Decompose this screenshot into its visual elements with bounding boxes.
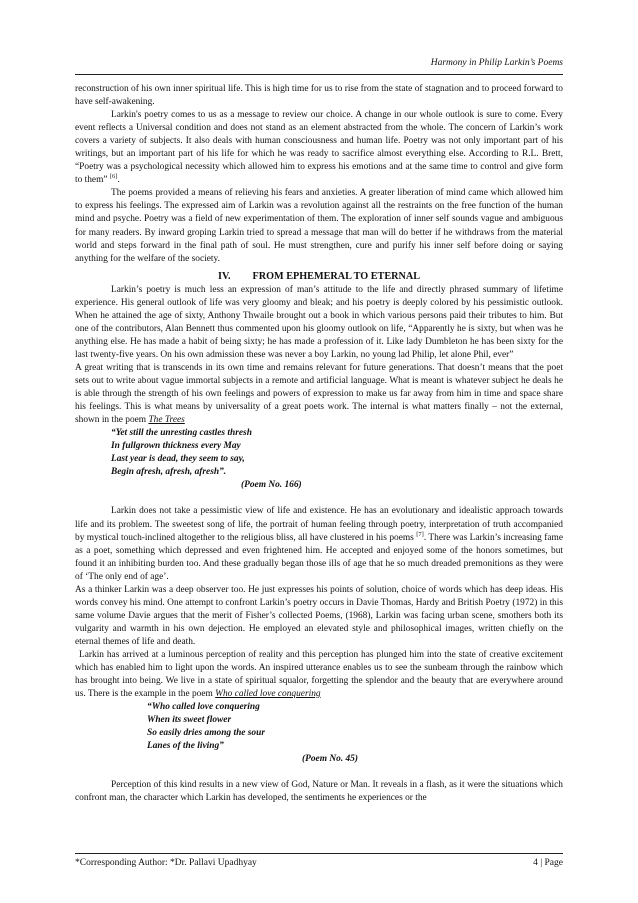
poem-who-called-love-conquering: [75, 701, 563, 766]
paragraph-2: The poems provided a means of relieving his fears and anxieties. A greater liberation of mind came which allowed him to express his feelings. The expressed aim of Larkin was a revolution against all the restraints on the free function of the human mind and psyche. Poetry was a field of new experimentation of them. The exploration of inner self sounds vague and ambiguous for many readers. By inward groping Larkin tried to spread a message that man will do better if he withdraws from the material world and steps forward in the final path of soul. He must strengthen, cure and purify his inner self before doing or saying anything for the welfare of the society.: [75, 188, 563, 264]
paragraph-7: [75, 649, 563, 701]
paragraph-1-end: .: [117, 175, 120, 186]
paragraph-8: Perception of this kind results in a new view of God, Nature or Man. It reveals in a flash, as it were the situations which confront man, the character which Larkin has developed, the sentiments he experiences or the: [75, 780, 563, 804]
corresponding-author: *Corresponding Author: *Dr. Pallavi Upadhyay: [75, 858, 257, 868]
paragraph-6: As a thinker Larkin was a deep observer too. He just expresses his points of solution, choice of words which has deep ideas. His words convey his mind. One attempt to confront Larkin’s poetry occurs in Davie Thomas, Hardy and British Poetry (1972) in this same volume Davie argues that the merit of Fisher’s collected Poems, (1968), Larkin was facing urban scene, smothers both its vulgarity and warmth in his own dejection. He employed an elevated style and philosophical images, written chiefly on the eternal themes of life and death.: [75, 584, 563, 647]
footer: [75, 858, 563, 868]
section-heading: [75, 270, 563, 283]
poem-line: Lanes of the living”: [147, 741, 224, 752]
paragraph-3: Larkin’s poetry is much less an expression of man’s attitude to the life and directly phrased summary of lifetime experience. His general outlook of life was very gloomy and bleak; and his poetry is deeply colored by his pessimistic outlook. When he attained the age of sixty, Anthony Thwaile brought out a book in which various persons paid their tributes to him. But one of the contributors, Alan Bennett thus commented upon his gloomy outlook on life, “Apparently he is sixty, but when was he anything else. He has made a habit of being sixty; he has made a profession of it. Like lady Dumbleton he has been sixty for the last twenty-five years. On his own admission these was never a boy Larkin, no young lad Philip, let alone Phil, ever”: [75, 284, 563, 360]
poem-line: Last year is dead, they seem to say,: [111, 454, 245, 465]
page-number: 4 | Page: [533, 858, 563, 868]
poem-citation: (Poem No. 166): [241, 480, 302, 491]
running-title: Harmony in Philip Larkin’s Poems: [430, 58, 563, 68]
paragraph-7-text: Larkin has arrived at a luminous perception of reality and this perception has plunged him into the state of creative excitement which has enabled him to light upon the words. An inspired utterance enables us to see the sunbeam through the rainbow which has brought into being. We live in a state of spiritual squalor, forgetting the splendor and the beauty that are everywhere around us. There is the example in the poem: [75, 649, 563, 700]
poem-line: When its sweet flower: [147, 715, 232, 726]
paragraph-5-text-a: Larkin does not take a pessimistic view of life and existence. He has an evolutionary and idealistic approach towards life and its problem. The sweetest song of life, the portrait of human feeling through poetry, interpretation of truth accompanied by mystical touch-inclined altogether to the religious bliss, all have clustered in his poems: [75, 506, 563, 543]
paragraph-1: [75, 109, 563, 187]
paragraph-4: [75, 362, 563, 427]
spacer: [75, 766, 563, 779]
paragraph-4-text: A great writing that is transcends in its own time and remains relevant for future generations. That doesn’t means that the poet sets out to write about vague immortal subjects in a remote and artificial language. What is meant is whatever subject he deals he is able through the strength of his own feelings and powers of expression to make us far away from him in time and space share his feelings. This is what means by universality of a great poets work. The internal is what matters finally – not the external, shown in the poem: [75, 362, 563, 426]
poem-line: So easily dries among the sour: [147, 728, 265, 739]
poem-line: In fullgrown thickness every May: [111, 441, 241, 452]
body-text: [75, 83, 563, 805]
poem-line: Begin afresh, afresh, afresh”.: [111, 467, 227, 478]
paragraph-0: reconstruction of his own inner spiritual life. This is high time for us to rise from the state of stagnation and to proceed forward to have self-awakening.: [75, 84, 563, 108]
poem-link-the-trees[interactable]: The Trees: [148, 415, 185, 426]
poem-line: “Who called love conquering: [147, 702, 260, 713]
section-title: FROM EPHEMERAL TO ETERNAL: [252, 270, 421, 282]
header-rule: [75, 74, 563, 75]
reference-6: [6]: [109, 173, 118, 181]
paragraph-5-text-b: . There was Larkin’s increasing fame as a poet, something which depressed and even frightened him. He accepted and enjoyed some of the honors sometimes, but found it an inhibiting burden too. And these gradually began those ills of age that he so much dreaded premonitions as they were of ‘The only end of age’.: [75, 532, 563, 582]
poem-link-who-called-love-conquering[interactable]: Who called love conquering: [215, 689, 321, 700]
poem-the-trees: [75, 427, 563, 492]
poem-line: “Yet still the unresting castles thresh: [111, 428, 252, 439]
poem-citation: (Poem No. 45): [302, 754, 358, 765]
section-number: IV.: [217, 270, 231, 282]
paragraph-1-text: Larkin's poetry comes to us as a message to review our choice. A change in our whole outlook is sure to come. Every event reflects a Universal condition and does not stand as an element abstracted from the whole. The concern of Larkin’s work covers a variety of subjects. It also deals with human consciousness and human life. Poetry was not only important part of his writings, but an important part of his life for which he was ready to sacrifice almost everything else. According to R.L. Brett, “Poetry was a psychological necessity which allowed him to express his emotions and at the same time to control and give form to them”: [75, 110, 563, 186]
paragraph-5: [75, 505, 563, 583]
reference-7: [7]: [416, 530, 424, 538]
footer-rule: [75, 853, 563, 854]
spacer: [75, 492, 563, 505]
